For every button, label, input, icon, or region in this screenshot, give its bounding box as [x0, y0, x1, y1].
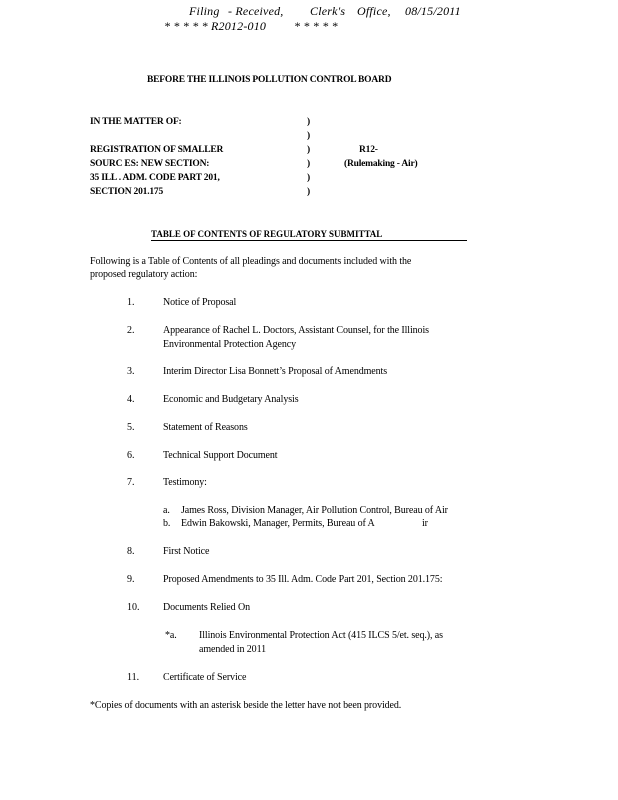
item-text-cont: Environmental Protection Agency: [163, 339, 296, 350]
relied-text-cont: amended in 2011: [199, 644, 267, 655]
stamp-date: 08/15/2011: [405, 4, 461, 18]
caption-paren: ): [307, 145, 310, 155]
item-number: 3.: [127, 366, 135, 377]
caption-paren: ): [307, 159, 310, 169]
item-number: 9.: [127, 574, 135, 585]
caption-line-4: SECTION 201.175: [90, 187, 164, 197]
item-text: Statement of Reasons: [163, 422, 248, 433]
item-text: Documents Relied On: [163, 602, 250, 613]
item-text: Economic and Budgetary Analysis: [163, 394, 299, 405]
caption-line-3: 35 ILL . ADM. CODE PART 201,: [90, 173, 220, 183]
stamp-stars: * * * * *: [294, 19, 338, 33]
testimony-letter: b.: [163, 518, 171, 529]
caption-matter: IN THE MATTER OF:: [90, 117, 182, 127]
caption-paren: ): [307, 117, 310, 127]
item-text: Technical Support Document: [163, 450, 278, 461]
caption-paren: ): [307, 187, 310, 197]
item-text: Notice of Proposal: [163, 297, 237, 308]
toc-title: TABLE OF CONTENTS OF REGULATORY SUBMITTAL: [151, 229, 383, 239]
stamp-filing: Filing: [189, 4, 220, 18]
docket-type: (Rulemaking - Air): [344, 159, 418, 169]
item-text: Proposed Amendments to 35 Ill. Adm. Code Part 201, Section 201.175:: [163, 574, 443, 585]
item-number: 7.: [127, 477, 135, 488]
item-text: Appearance of Rachel L. Doctors, Assistant Counsel, for the Illinois: [163, 325, 429, 336]
testimony-text: Edwin Bakowski, Manager, Permits, Bureau of A: [181, 518, 375, 529]
item-text: Certificate of Service: [163, 672, 247, 683]
testimony-text: James Ross, Division Manager, Air Pollution Control, Bureau of Air: [181, 505, 448, 516]
caption-line-2: SOURC ES: NEW SECTION:: [90, 159, 210, 169]
intro-line-2: proposed regulatory action:: [90, 269, 198, 280]
testimony-letter: a.: [163, 505, 170, 516]
footnote: *Copies of documents with an asterisk beside the letter have not been provided.: [90, 700, 402, 711]
item-number: 4.: [127, 394, 135, 405]
intro-line-1: Following is a Table of Contents of all pleadings and documents included with the: [90, 256, 412, 267]
item-text: Testimony:: [163, 477, 207, 488]
stamp-clerks: Clerk's: [310, 4, 346, 18]
testimony-text-tail: ir: [422, 518, 428, 529]
item-text: Interim Director Lisa Bonnett’s Proposal of Amendments: [163, 366, 388, 377]
item-number: 6.: [127, 450, 135, 461]
toc-title-underline: [151, 240, 467, 241]
stamp-docket: * * * * * R2012-010: [164, 19, 267, 33]
item-number: 5.: [127, 422, 135, 433]
item-number: 8.: [127, 546, 135, 557]
caption-paren: ): [307, 173, 310, 183]
item-number: 1.: [127, 297, 135, 308]
item-text: First Notice: [163, 546, 210, 557]
item-number: 11.: [127, 672, 140, 683]
caption-paren: ): [307, 131, 310, 141]
docket-number: R12-: [359, 145, 378, 155]
relied-letter: *a.: [165, 630, 177, 641]
caption-line-1: REGISTRATION OF SMALLER: [90, 145, 224, 155]
item-number: 2.: [127, 325, 135, 336]
board-title: BEFORE THE ILLINOIS POLLUTION CONTROL BOARD: [147, 75, 392, 85]
item-number: 10.: [127, 602, 140, 613]
relied-text: Illinois Environmental Protection Act (415 ILCS 5/et. seq.), as: [199, 630, 443, 641]
stamp-received: - Received,: [228, 4, 284, 18]
stamp-office: Office,: [357, 4, 391, 18]
